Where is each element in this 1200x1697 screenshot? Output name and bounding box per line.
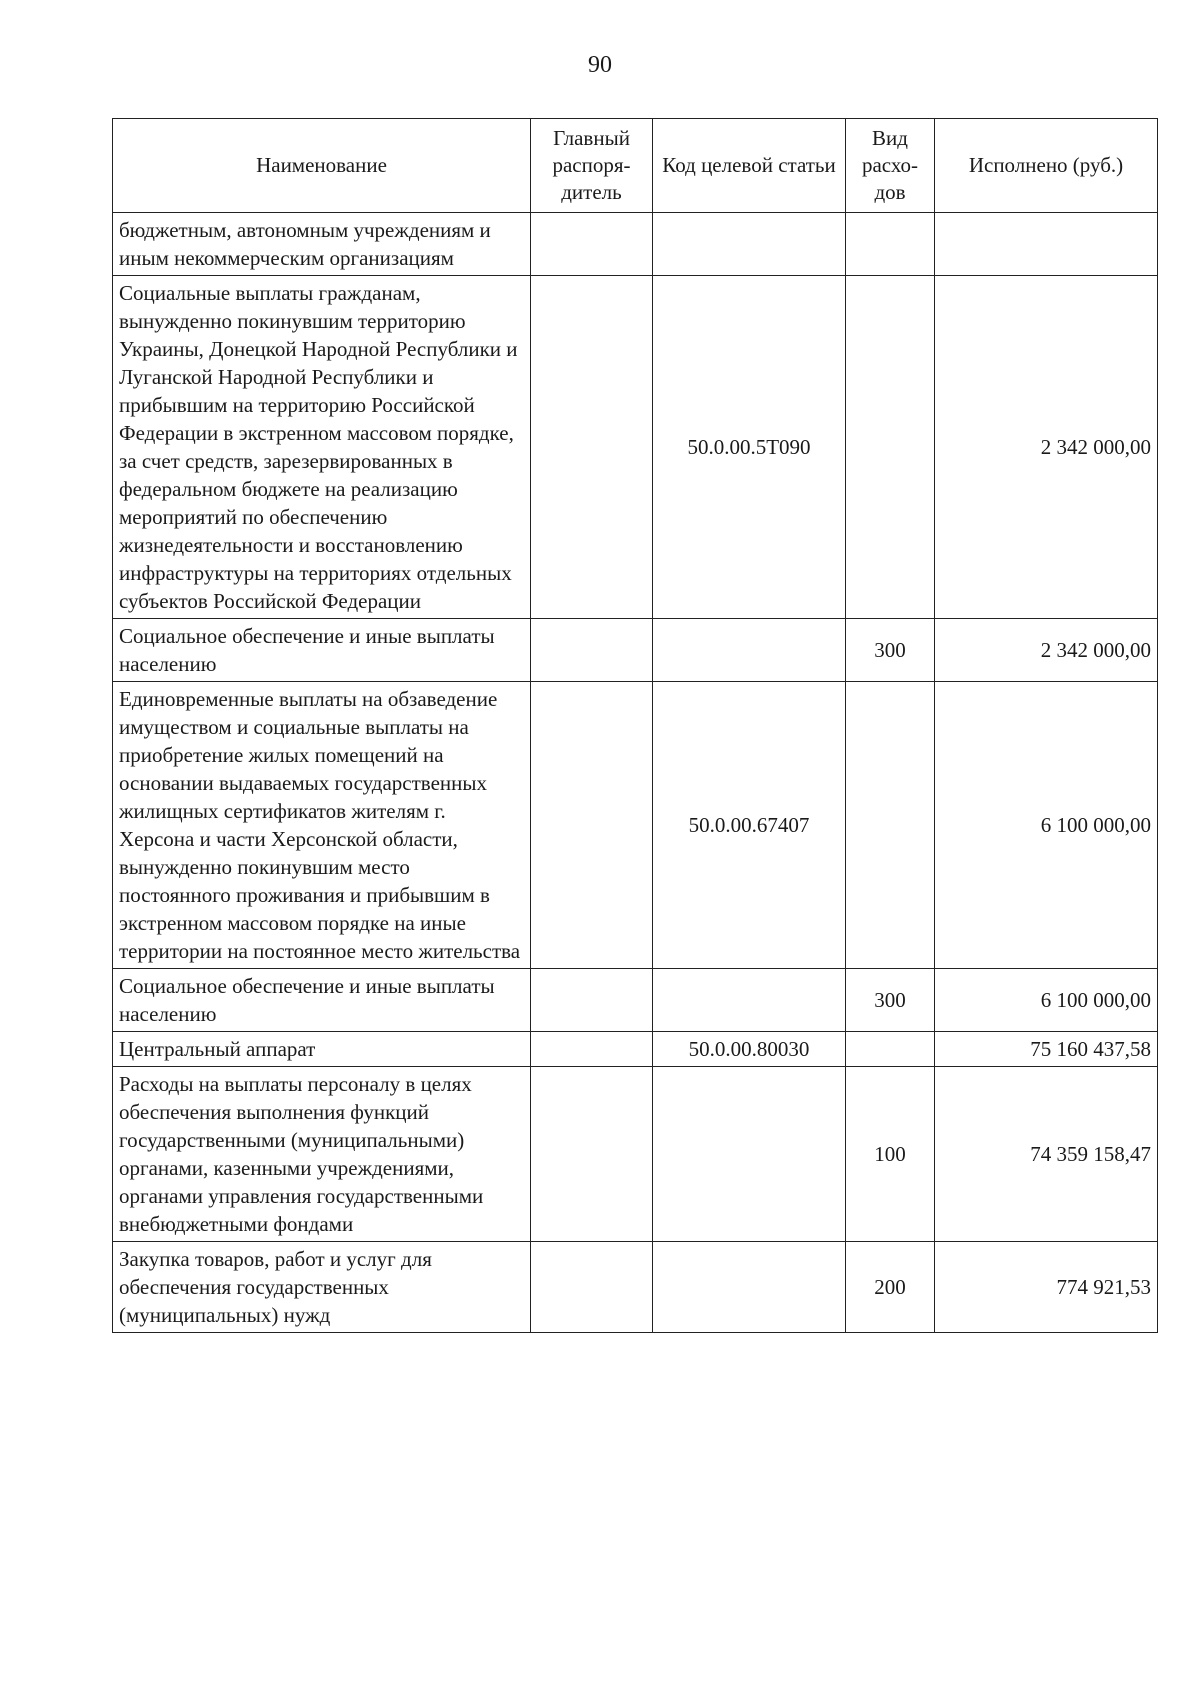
header-name-label: Наименование	[256, 153, 387, 177]
row-executed-cell: 74 359 158,47	[935, 1067, 1158, 1242]
row-executed-cell: 774 921,53	[935, 1242, 1158, 1333]
row-target-code-cell	[653, 213, 846, 276]
row-name-cell: Закупка товаров, работ и услуг для обеспечения государственных (муниципальных) нужд	[113, 1242, 531, 1333]
header-target-code	[653, 119, 846, 213]
row-chief-manager-cell	[531, 213, 653, 276]
page-number: 90	[588, 52, 612, 78]
row-expense-type-cell: 300	[846, 969, 935, 1032]
row-expense-type-cell: 100	[846, 1067, 935, 1242]
row-executed-cell: 75 160 437,58	[935, 1032, 1158, 1067]
row-name-cell: Социальные выплаты гражданам, вынужденно покинувшим территорию Украины, Донецкой Народной Республики и Луганской Народной Республики и прибывшим на территорию Российской Федерации в экстренном массовом порядке, за счет средств, зарезервированных в федеральном бюджете на реализацию мероприятий по обеспечению жизнедеятельности и восстановлению инфраструктуры на территориях отдельных субъектов Российской Федерации	[113, 276, 531, 619]
row-expense-type-cell: 300	[846, 619, 935, 682]
table-row	[113, 619, 1158, 682]
row-name-cell: бюджетным, автономным учреждениям и иным некоммерческим организациям	[113, 213, 531, 276]
table-header-row	[113, 119, 1158, 213]
header-expense-type-label: Вид расхо-дов	[861, 126, 919, 204]
row-chief-manager-cell	[531, 619, 653, 682]
row-executed-cell: 2 342 000,00	[935, 276, 1158, 619]
header-target-code-label: Код целевой статьи	[662, 153, 836, 177]
row-expense-type-cell: 200	[846, 1242, 935, 1333]
table-row	[113, 213, 1158, 276]
row-chief-manager-cell	[531, 682, 653, 969]
table-row	[113, 969, 1158, 1032]
row-expense-type-cell	[846, 1032, 935, 1067]
header-executed	[935, 119, 1158, 213]
row-executed-cell: 6 100 000,00	[935, 682, 1158, 969]
row-chief-manager-cell	[531, 276, 653, 619]
row-target-code-cell: 50.0.00.67407	[653, 682, 846, 969]
table-row	[113, 1032, 1158, 1067]
row-expense-type-cell	[846, 682, 935, 969]
row-chief-manager-cell	[531, 1032, 653, 1067]
row-executed-cell	[935, 213, 1158, 276]
row-target-code-cell	[653, 1242, 846, 1333]
row-executed-cell: 2 342 000,00	[935, 619, 1158, 682]
header-executed-label: Исполнено (руб.)	[968, 153, 1124, 177]
row-name-cell: Социальное обеспечение и иные выплаты населению	[113, 969, 531, 1032]
row-target-code-cell: 50.0.00.80030	[653, 1032, 846, 1067]
row-target-code-cell	[653, 1067, 846, 1242]
row-target-code-cell	[653, 619, 846, 682]
row-name-cell: Единовременные выплаты на обзаведение имуществом и социальные выплаты на приобретение жилых помещений на основании выдаваемых государственных жилищных сертификатов жителям г. Херсона и части Херсонской области, вынужденно покинувшим место постоянного проживания и прибывшим в экстренном массовом порядке на иные территории на постоянное место жительства	[113, 682, 531, 969]
row-name-cell: Центральный аппарат	[113, 1032, 531, 1067]
table-row	[113, 1067, 1158, 1242]
table-row	[113, 682, 1158, 969]
row-chief-manager-cell	[531, 969, 653, 1032]
row-chief-manager-cell	[531, 1242, 653, 1333]
header-expense-type	[846, 119, 935, 213]
row-target-code-cell: 50.0.00.5Т090	[653, 276, 846, 619]
row-expense-type-cell	[846, 276, 935, 619]
row-expense-type-cell	[846, 213, 935, 276]
row-target-code-cell	[653, 969, 846, 1032]
table-row	[113, 1242, 1158, 1333]
row-name-cell: Социальное обеспечение и иные выплаты населению	[113, 619, 531, 682]
header-name	[113, 119, 531, 213]
row-executed-cell: 6 100 000,00	[935, 969, 1158, 1032]
budget-execution-table	[112, 118, 1158, 1333]
table-row	[113, 276, 1158, 619]
header-chief-manager	[531, 119, 653, 213]
row-chief-manager-cell	[531, 1067, 653, 1242]
row-name-cell: Расходы на выплаты персоналу в целях обеспечения выполнения функций государственными (муниципальными) органами, казенными учреждениями, органами управления государственными внебюджетными фондами	[113, 1067, 531, 1242]
header-chief-manager-label: Главный распоря-дитель	[552, 126, 631, 204]
